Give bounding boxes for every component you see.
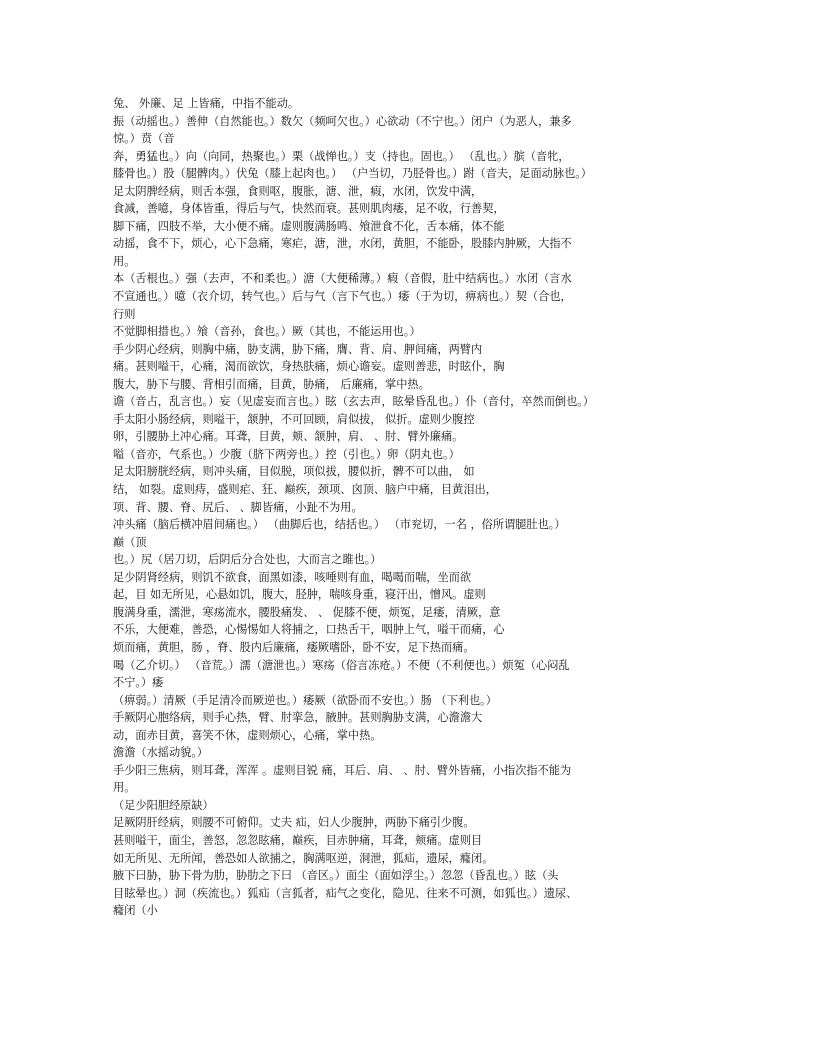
text-line: 手少阴心经病，则胸中痛，胁支满，胁下痛，膺、背、肩、胛间痛，两臂内: [113, 342, 483, 356]
text-line: 喝（乙介切。） （音荒。）濡（溏泄也。）寒疡（俗言冻疮。）不便（不利便也。）烦冤（心闷乱: [113, 658, 570, 672]
text-line: 手厥阴心胞络病，则手心热，臂、肘挛急，腋肿。甚则胸胁支满，心澹澹大: [113, 711, 483, 725]
text-line: 巅（顶: [113, 535, 147, 549]
text-line: 动摇，食不下，烦心，心下急痛，寒疟，溏，泄，水闭，黄胆，不能卧，股膝内肿厥，大指不: [113, 237, 572, 251]
text-line: 足太阳膀胱经病，则冲头痛，目似脱，项似拔，腰似折，髀不可以曲， 如: [113, 465, 475, 479]
text-line: 足太阴脾经病，则舌本强，食则呕，腹胀，溏、泄，瘕，水闭，饮发中满，: [113, 184, 483, 198]
text-line: 不乐，大便难，善恐，心惕惕如人将捕之，口热舌干，咽肿上气，嗌干而痛，心: [113, 623, 505, 637]
text-line: 嗌（音亦，气系也。）少腹（脐下两旁也。）控（引也。）卵（阴丸也。）: [113, 447, 460, 461]
text-line: 也。）尻（居刀切，后阴后分合处也，大而言之雎也。）: [113, 553, 382, 567]
text-line: 谵（音占，乱言也。）妄（见虚妄而言也。）眩（玄去声，眩晕昏乱也。）仆（音付，卒然而倒也。）: [113, 395, 595, 409]
text-line: 用。: [113, 781, 136, 795]
text-line: 奔，勇猛也。）向（向同，热聚也。）栗（战惮也。）支（持也。固也。） （乱也。）膑（音牝，: [113, 149, 570, 163]
text-line: 足厥阴肝经病，则腰不可俯仰。丈夫 疝，妇人少腹肿，两胁下痛引少腹。: [113, 816, 475, 830]
text-line: 结， 如裂。虚则痔，盛则疟、狂、巅疾，颈项、囟顶、脑户中痛，目黄泪出，: [113, 483, 497, 497]
text-line: 癃闭（小: [113, 904, 158, 918]
text-line: 不觉脚相措也。）飧（音孙，食也。）厥（其也，不能运用也。）: [113, 325, 421, 339]
text-line: 如无所见、无所闻，善恐如人欲捕之，胸满呕逆，洞泄，狐疝，遗尿，癃闭。: [113, 851, 494, 865]
text-line: 澹澹（水摇动貌。）: [113, 746, 209, 760]
text-line: 膝骨也。）股（腿髀肉。）伏兔（膝上起肉也。） （户当切，乃胫骨也。）跗（音夫，足面动脉也。）: [113, 167, 592, 181]
text-line: 足少阴肾经病，则饥不欲食，面黑如漆，咳唾则有血，喝喝而喘，坐而欲: [113, 570, 472, 584]
document-body-text: [113, 95, 708, 920]
text-line: 用。: [113, 254, 136, 268]
text-line: 手少阳三焦病，则耳聋，浑浑 。虚则目锐 痛，耳后、肩、 、肘、臂外皆痛，小指次指不能为: [113, 763, 572, 777]
text-line: 动，面赤目黄，喜笑不休，虚则烦心，心痛，掌中热。: [113, 728, 382, 742]
text-line: 腋下曰胁，胁下骨为肋，胁肋之下曰 （音区。）面尘（面如浮尘。）忽忽（昏乱也。）眩（头: [113, 869, 559, 883]
text-line: 食减，善噫，身体皆重，得后与气，快然而衰。甚则肌肉痿，足不收，行善契，: [113, 202, 505, 216]
text-line: 烦而痛，黄胆，肠 ，脊、股内后廉痛，痿厥嗜卧，卧不安，足下热而痛。: [113, 640, 475, 654]
text-line: 本（舌根也。）强（去声，不和柔也。）溏（大便稀薄。）瘕（音假，肚中结病也。）水闭（言水: [113, 272, 572, 286]
text-line: 不宁。）痿: [113, 676, 164, 690]
text-line: 目眩晕也。）洞（疾流也。）狐疝（言狐者，疝气之变化，隐见、往来不可测，如狐也。）遗尿、: [113, 886, 578, 900]
text-line: 卵，引腰胁上冲心痛。耳聋，目黄，颊、颔肿，肩、 、肘、臂外廉痛。: [113, 430, 464, 444]
text-line: 脚下痛，四肢不举，大小便不痛。虚则腹满肠鸣、飧泄食不化，舌本痛，体不能: [113, 219, 505, 233]
text-line: 腹满身重，濡泄，寒疡流水，腰股痛发、 、 促膝不便，烦冤，足痿，清厥，意: [113, 605, 501, 619]
text-line: 振（动摇也。）善伸（自然能也。）数欠（频呵欠也。）心欲动（不宁也。）闭户（为恶人，兼多: [113, 114, 572, 128]
text-line: 不宣通也。）噫（衣介切，转气也。）后与气（言下气也。）痿（于为切，痹病也。）契（合也，: [113, 290, 572, 304]
text-line: （痹弱。）清厥（手足清冷而厥逆也。）痿厥（欲卧而不安也。）肠 （下利也。）: [113, 693, 497, 707]
text-line: 冲头痛（脑后横冲眉间痛也。） （曲脚后也，结括也。） （市兖切，一名 ，俗所谓腿肚也。）: [113, 518, 566, 532]
text-line: 起，目 如无所见，心悬如饥，腹大，胫肿，喘咳身重，寝汗出，憎风。虚则: [113, 588, 486, 602]
text-line: 痛。甚则嗌干，心痛，渴而欲饮，身热肤痛，烦心谵妄。虚则善悲，时眩仆，胸: [113, 360, 505, 374]
text-line: 项、背、腰、脊、尻后、 、脚皆痛，小趾不为用。: [113, 500, 363, 514]
text-line: 兔、 外廉、足 上皆痛，中指不能动。: [113, 97, 300, 110]
text-line: 甚则嗌干，面尘，善怒，忽忽眩痛，巅疾，目赤肿痛，耳聋，颊痛。虚则目: [113, 833, 483, 847]
text-line: 行则: [113, 307, 136, 321]
text-line: （足少阳胆经原缺）: [113, 798, 214, 812]
text-line: 腹大，胁下与腰、背相引而痛，目黄，胁痛， 后廉痛，掌中热。: [113, 377, 430, 391]
text-line: 惊。）贲（音: [113, 132, 175, 146]
text-line: 手太阳小肠经病，则嗌干，颔肿，不可回顾，肩似拔， 似折。虚则少腹控: [113, 412, 475, 426]
